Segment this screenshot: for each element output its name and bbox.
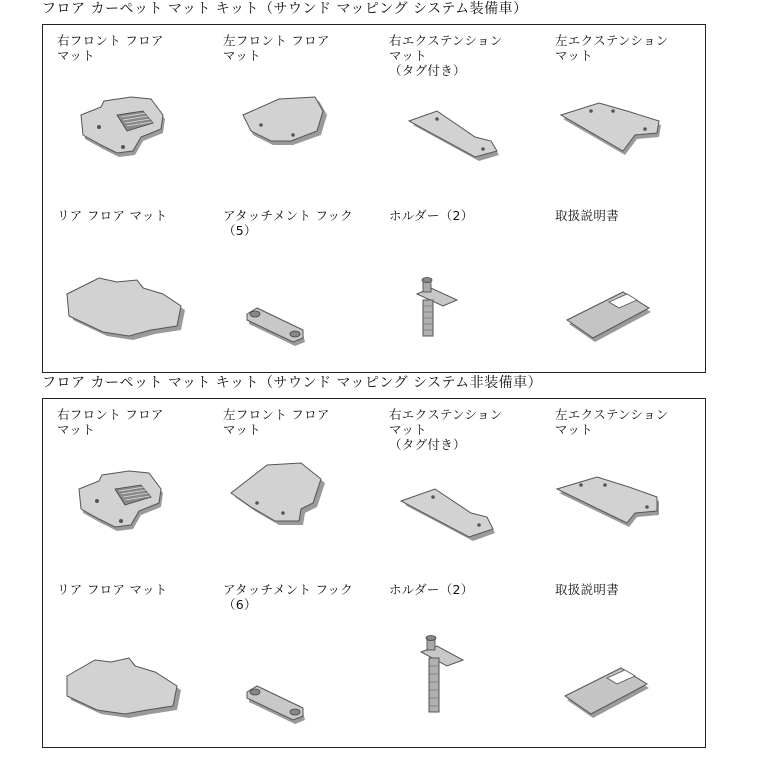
part-label: ホルダー（2） <box>389 582 474 597</box>
part-cell <box>375 574 541 749</box>
part-cell <box>209 200 375 375</box>
left-front-floor-mat-illustration <box>209 75 375 200</box>
part-cell <box>375 399 541 574</box>
part-label: 右フロント フロア マット <box>57 33 164 63</box>
part-label: 取扱説明書 <box>555 208 620 223</box>
part-label: リア フロア マット <box>57 208 168 223</box>
holder-illustration <box>375 250 541 375</box>
right-extension-mat-illustration <box>375 75 541 200</box>
part-cell <box>541 574 707 749</box>
right-front-floor-mat-illustration <box>43 449 209 574</box>
part-label: アタッチメント フック （6） <box>223 582 354 612</box>
rear-floor-mat-illustration <box>43 250 209 375</box>
part-cell <box>375 25 541 200</box>
part-cell <box>209 399 375 574</box>
part-label: 左フロント フロア マット <box>223 33 330 63</box>
part-label: 左フロント フロア マット <box>223 407 330 437</box>
parts-panel <box>42 398 706 748</box>
right-extension-mat-illustration <box>375 449 541 574</box>
part-cell <box>43 200 209 375</box>
part-label: 左エクステンション マット <box>555 407 669 437</box>
part-cell <box>43 399 209 574</box>
part-cell <box>43 574 209 749</box>
part-label: リア フロア マット <box>57 582 168 597</box>
holder-illustration <box>375 624 541 749</box>
section-title: フロア カーペット マット キット（サウンド マッピング システム装備車） <box>42 1 528 17</box>
parts-panel <box>42 24 706 373</box>
part-cell <box>541 200 707 375</box>
instruction-manual-illustration <box>541 624 707 749</box>
left-front-floor-mat-illustration <box>209 449 375 574</box>
left-extension-mat-illustration <box>541 449 707 574</box>
part-cell <box>541 25 707 200</box>
attachment-hook-illustration <box>209 250 375 375</box>
part-cell <box>541 399 707 574</box>
part-label: ホルダー（2） <box>389 208 474 223</box>
part-cell <box>375 200 541 375</box>
part-cell <box>209 574 375 749</box>
part-cell <box>43 25 209 200</box>
part-label: 取扱説明書 <box>555 582 620 597</box>
part-label: 左エクステンション マット <box>555 33 669 63</box>
rear-floor-mat-illustration <box>43 624 209 749</box>
part-label: 右フロント フロア マット <box>57 407 164 437</box>
left-extension-mat-illustration <box>541 75 707 200</box>
attachment-hook-illustration <box>209 624 375 749</box>
part-label: 右エクステンション マット （タグ付き） <box>389 407 503 452</box>
part-cell <box>209 25 375 200</box>
right-front-floor-mat-illustration <box>43 75 209 200</box>
part-label: 右エクステンション マット （タグ付き） <box>389 33 503 78</box>
part-label: アタッチメント フック （5） <box>223 208 354 238</box>
section-title: フロア カーペット マット キット（サウンド マッピング システム非装備車） <box>42 375 543 391</box>
instruction-manual-illustration <box>541 250 707 375</box>
